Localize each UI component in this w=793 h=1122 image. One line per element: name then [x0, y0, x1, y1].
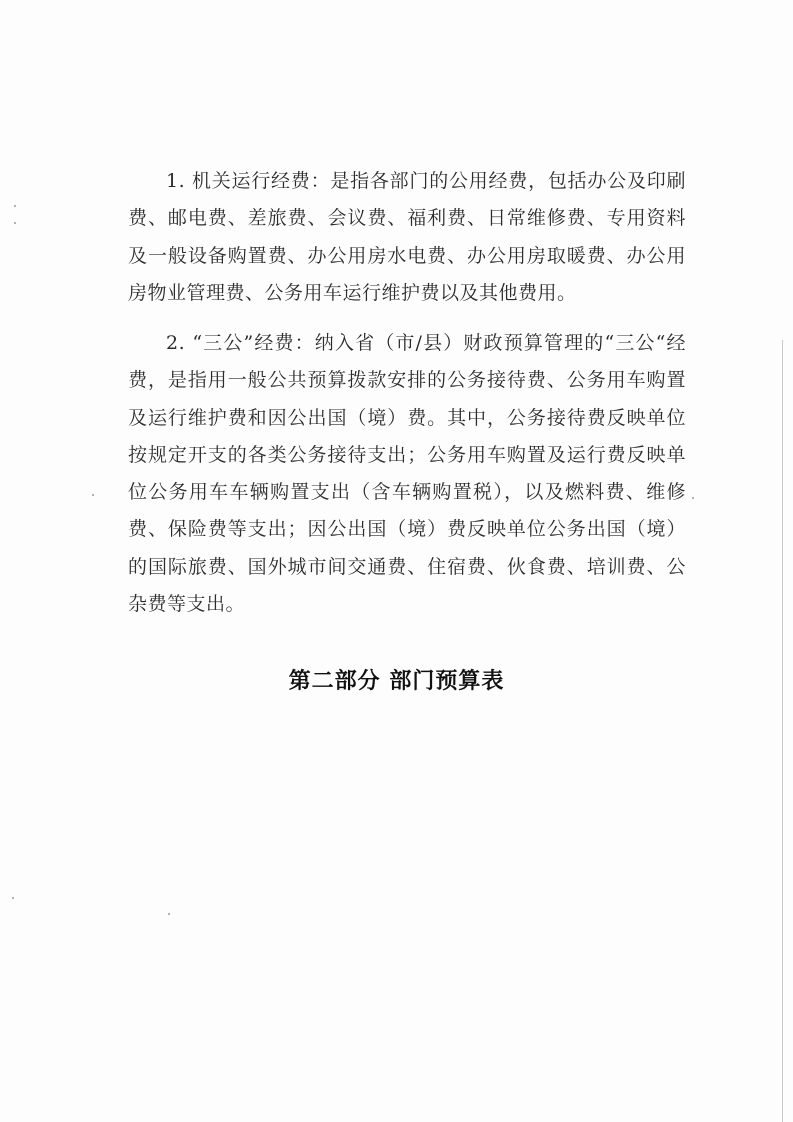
scan-speck	[168, 913, 170, 915]
paragraph-operating-expenses: 1. 机关运行经费：是指各部门的公用经费，包括办公及印刷费、邮电费、差旅费、会议费、福利费、日常维修费、专用资料及一般设备购置费、办公用房水电费、办公用房取暖费、办公用房物业管理费、公务用车运行维护费以及其他费用。	[128, 170, 686, 304]
scan-speck	[692, 497, 694, 499]
scan-speck	[14, 222, 16, 224]
paragraph-three-public-expenses: 2. “三公”经费：纳入省（市/县）财政预算管理的“三公“经费，是指用一般公共预算拨款安排的公务接待费、公务用车购置及运行维护费和因公出国（境）费。其中，公务接待费反映单位按规定开支的各类公务接待支出；公务用车购置及运行费反映单位公务用车车辆购置支出（含车辆购置税），以及燃料费、维修费、保险费等支出；因公出国（境）费反映单位公务出国（境）的国际旅费、国外城市间交通费、住宿费、伙食费、培训费、公杂费等支出。	[128, 332, 686, 616]
scan-speck	[92, 494, 94, 496]
scan-edge-line	[782, 340, 783, 1122]
scan-speck	[12, 897, 14, 899]
scan-speck	[14, 205, 16, 207]
section-title: 第二部分 部门预算表	[288, 668, 505, 694]
